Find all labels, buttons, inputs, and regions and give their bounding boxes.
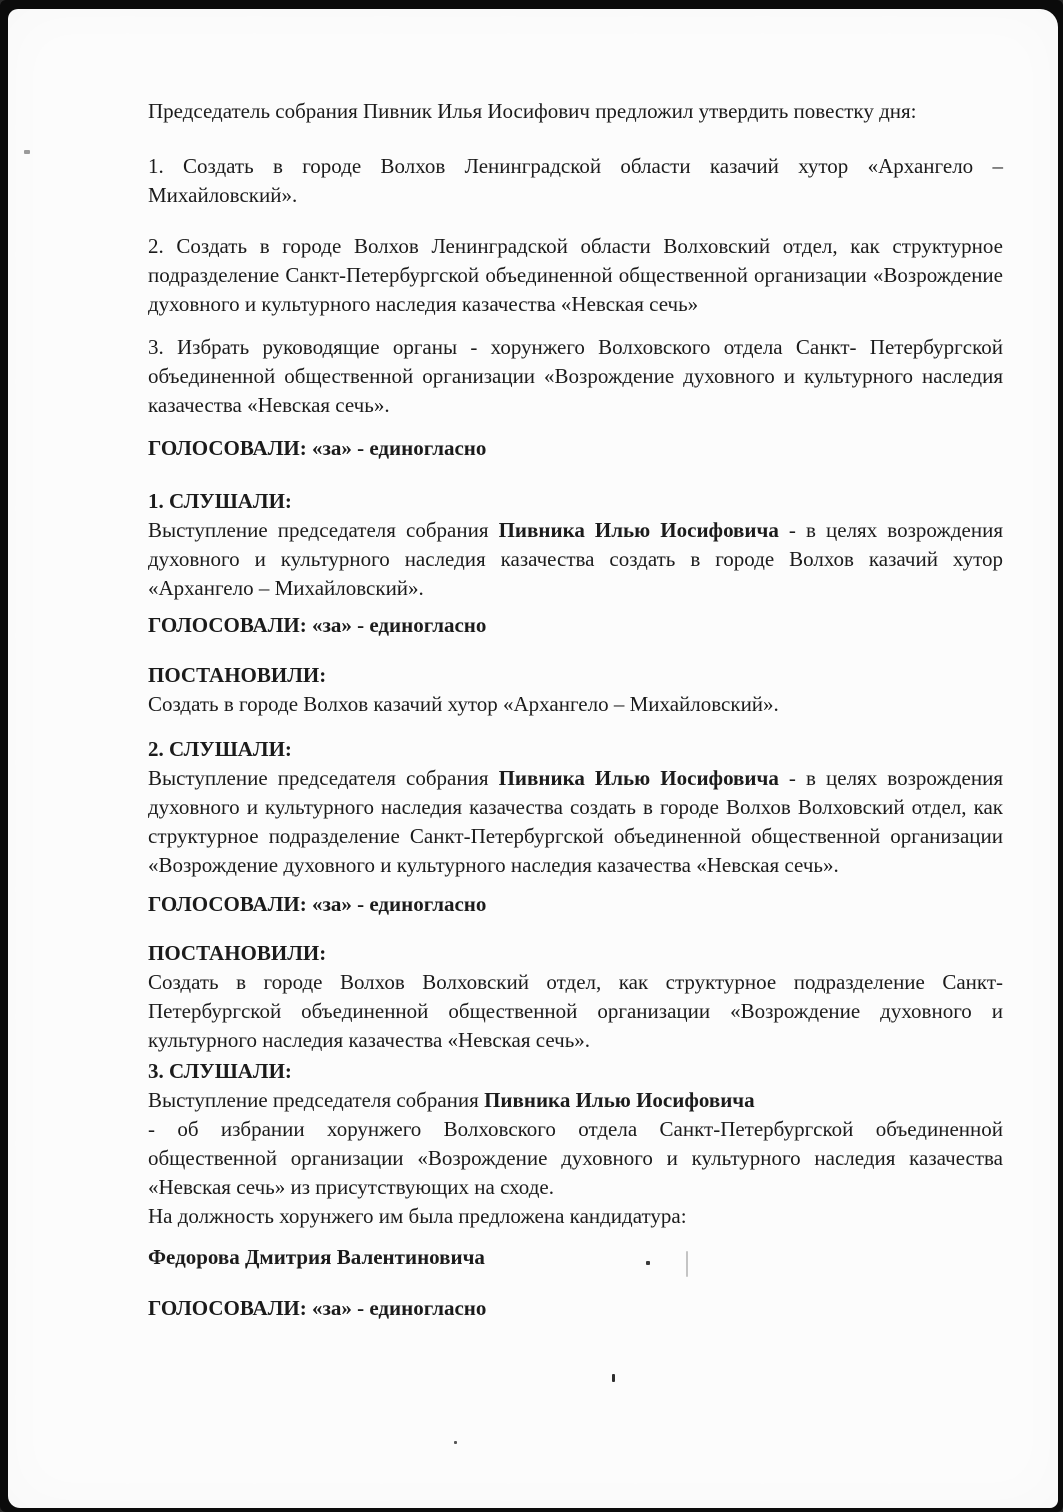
vote-result-4: ГОЛОСОВАЛИ: «за» - единогласно	[148, 1296, 487, 1320]
section-1-body	[148, 516, 1003, 603]
resolution-2-body: Создать в городе Волхов Волховский отдел, как структурное подразделение Санкт-Петербургской объединенной общественной организации «Возрождение духовного и культурного наследия казачества «Невская сечь».	[148, 970, 1003, 1052]
section-3-heading: 3. СЛУШАЛИ:	[148, 1059, 292, 1083]
speech-prefix: Выступление председателя собрания	[148, 518, 499, 542]
resolution-2-heading: ПОСТАНОВИЛИ:	[148, 941, 327, 965]
agenda-item-1: 1. Создать в городе Волхов Ленинградской области казачий хутор «Архангело – Михайловский».	[148, 154, 1003, 207]
scan-artifact-speck	[24, 150, 30, 154]
scan-artifact-speck	[686, 1251, 688, 1277]
resolution-1-heading: ПОСТАНОВИЛИ:	[148, 663, 327, 687]
intro-paragraph: Председатель собрания Пивник Илья Иосифович предложил утвердить повестку дня:	[148, 99, 917, 123]
agenda-item-2: 2. Создать в городе Волхов Ленинградской области Волховский отдел, как структурное подразделение Санкт-Петербургской объединенной общественной организации «Возрождение духовного и культурного наследия казачества «Невская сечь»	[148, 234, 1003, 316]
vote-result-1: ГОЛОСОВАЛИ: «за» - единогласно	[148, 436, 487, 460]
scan-artifact-speck	[646, 1261, 650, 1265]
vote-result-3: ГОЛОСОВАЛИ: «за» - единогласно	[148, 892, 487, 916]
speech-suffix: - в целях возрождения духовного и культурного наследия казачества создать в городе Волхов Волховский отдел, как структурное подразделение Санкт-Петербургской объединенной общественной организации «Возрождение духовного и культурного наследия казачества «Невская сечь».	[148, 766, 1003, 877]
section-3	[148, 1057, 1003, 1231]
speaker-name: Пивника Илью Иосифовича	[498, 766, 779, 790]
candidate-name: Федорова Дмитрия Валентиновича	[148, 1245, 485, 1269]
section-1	[148, 487, 1003, 603]
section-2-body	[148, 764, 1003, 880]
speech-prefix: Выступление председателя собрания	[148, 766, 499, 790]
resolution-2	[148, 939, 1003, 1055]
resolution-1	[148, 661, 1003, 719]
section-2	[148, 735, 1003, 880]
section-3-speaker-line	[148, 1086, 1003, 1115]
speaker-name: Пивника Илью Иосифовича	[484, 1088, 755, 1112]
scan-artifact-speck	[612, 1374, 615, 1382]
document-content	[8, 9, 1058, 1323]
speech-suffix: - в целях возрождения духовного и культурного наследия казачества создать в городе Волхов казачий хутор «Архангело – Михайловский».	[148, 518, 1003, 600]
resolution-1-body: Создать в городе Волхов казачий хутор «Архангело – Михайловский».	[148, 692, 779, 716]
vote-result-2: ГОЛОСОВАЛИ: «за» - единогласно	[148, 613, 487, 637]
document-page	[8, 9, 1058, 1508]
speaker-name: Пивника Илью Иосифовича	[498, 518, 779, 542]
speech-prefix: Выступление председателя собрания	[148, 1088, 485, 1112]
agenda-item-3: 3. Избрать руководящие органы - хорунжего Волховского отдела Санкт- Петербургской объединенной общественной организации «Возрождение духовного и культурного наследия казачества «Невская сечь».	[148, 335, 1003, 417]
section-3-election-paragraph: - об избрании хорунжего Волховского отдела Санкт-Петербургской объединенной общественной организации «Возрождение духовного и культурного наследия казачества «Невская сечь» из присутствующих на сходе.	[148, 1117, 1003, 1199]
section-1-heading: 1. СЛУШАЛИ:	[148, 489, 292, 513]
section-2-heading: 2. СЛУШАЛИ:	[148, 737, 292, 761]
section-3-nomination-line: На должность хорунжего им была предложена кандидатура:	[148, 1204, 687, 1228]
scan-artifact-speck	[454, 1441, 457, 1444]
